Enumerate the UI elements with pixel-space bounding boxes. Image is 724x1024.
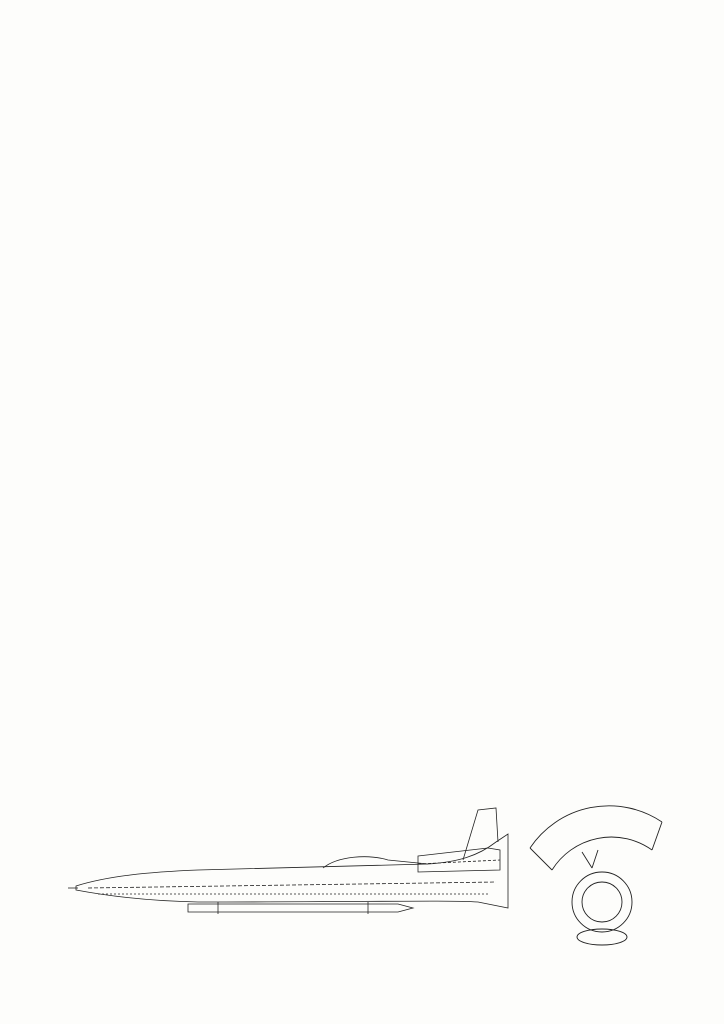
right-column [378, 54, 672, 58]
figure-1-assembly-drawing [68, 790, 518, 974]
aircraft-fuselage-drawing [68, 808, 508, 914]
figure-2-detail-drawing [522, 792, 672, 976]
ring-part-inner [582, 882, 622, 922]
ring-part-outer [572, 872, 632, 932]
ring-segment-inner [552, 837, 652, 870]
left-column [74, 54, 364, 74]
ring-segment-outer [530, 806, 662, 848]
